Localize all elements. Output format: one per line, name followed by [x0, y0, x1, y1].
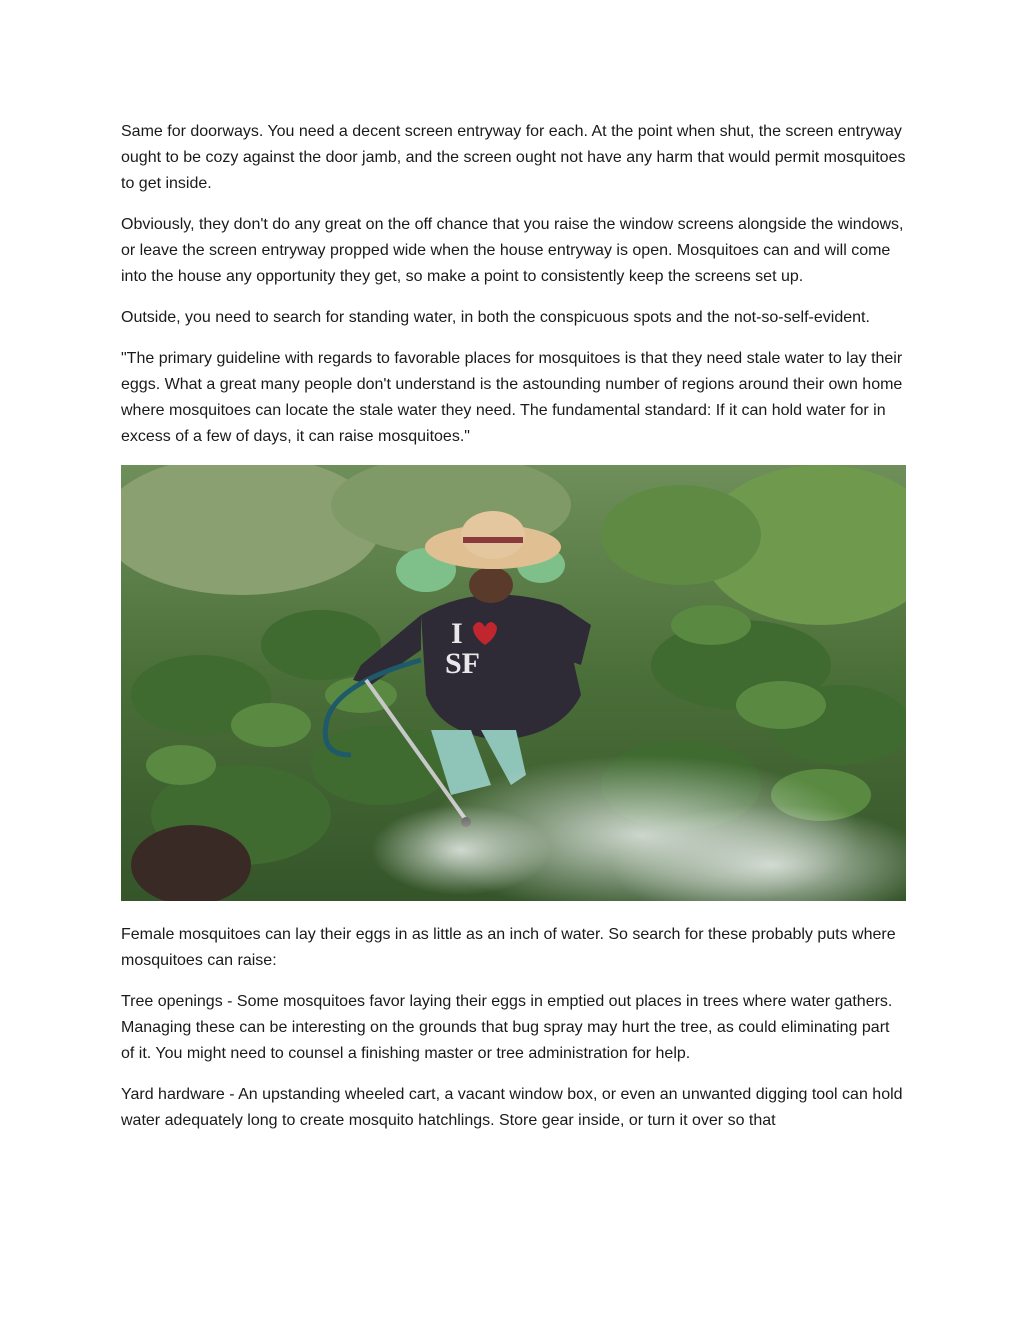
shirt-print-line2: SF [445, 647, 481, 680]
shirt-print-line1: I [451, 617, 463, 650]
paragraph-female-mosquitoes: Female mosquitoes can lay their eggs in as little as an inch of water. So search for these probably puts where mosquitoes can raise: [121, 926, 896, 969]
photo-illustration [121, 465, 906, 901]
document-page [121, 119, 907, 1149]
paragraph-outside: Outside, you need to search for standing water, in both the conspicuous spots and the not-so-self-evident. [121, 309, 870, 326]
paragraph-screens: Obviously, they don't do any great on the off chance that you raise the window screens alongside the windows, or leave the screen entryway propped wide when the house entryway is open. Mosquitoes can and will come into the house any opportunity they get, so make a point to consistently keep the screens set up. [121, 216, 904, 285]
paragraph-quote: "The primary guideline with regards to favorable places for mosquitoes is that they need stale water to lay their eggs. What a great many people don't understand is the astounding number of regions around their own home where mosquitoes can locate the stale water they need. The fundamental standard: If it can hold water for in excess of a few of days, it can raise mosquitoes." [121, 350, 903, 445]
paragraph-tree-openings: Tree openings - Some mosquitoes favor laying their eggs in emptied out places in trees where water gathers. Managing these can be interesting on the grounds that bug spray may hurt the tree, as could eliminating part of it. You might need to counsel a finishing master or tree administration for help. [121, 993, 893, 1062]
photo-person-spraying-field [121, 465, 906, 901]
paragraph-yard-hardware: Yard hardware - An upstanding wheeled cart, a vacant window box, or even an unwanted digging tool can hold water adequately long to create mosquito hatchlings. Store gear inside, or turn it over so that [121, 1086, 903, 1129]
paragraph-doorways: Same for doorways. You need a decent screen entryway for each. At the point when shut, the screen entryway ought to be cozy against the door jamb, and the screen ought not have any harm that would permit mosquitoes to get inside. [121, 123, 906, 192]
